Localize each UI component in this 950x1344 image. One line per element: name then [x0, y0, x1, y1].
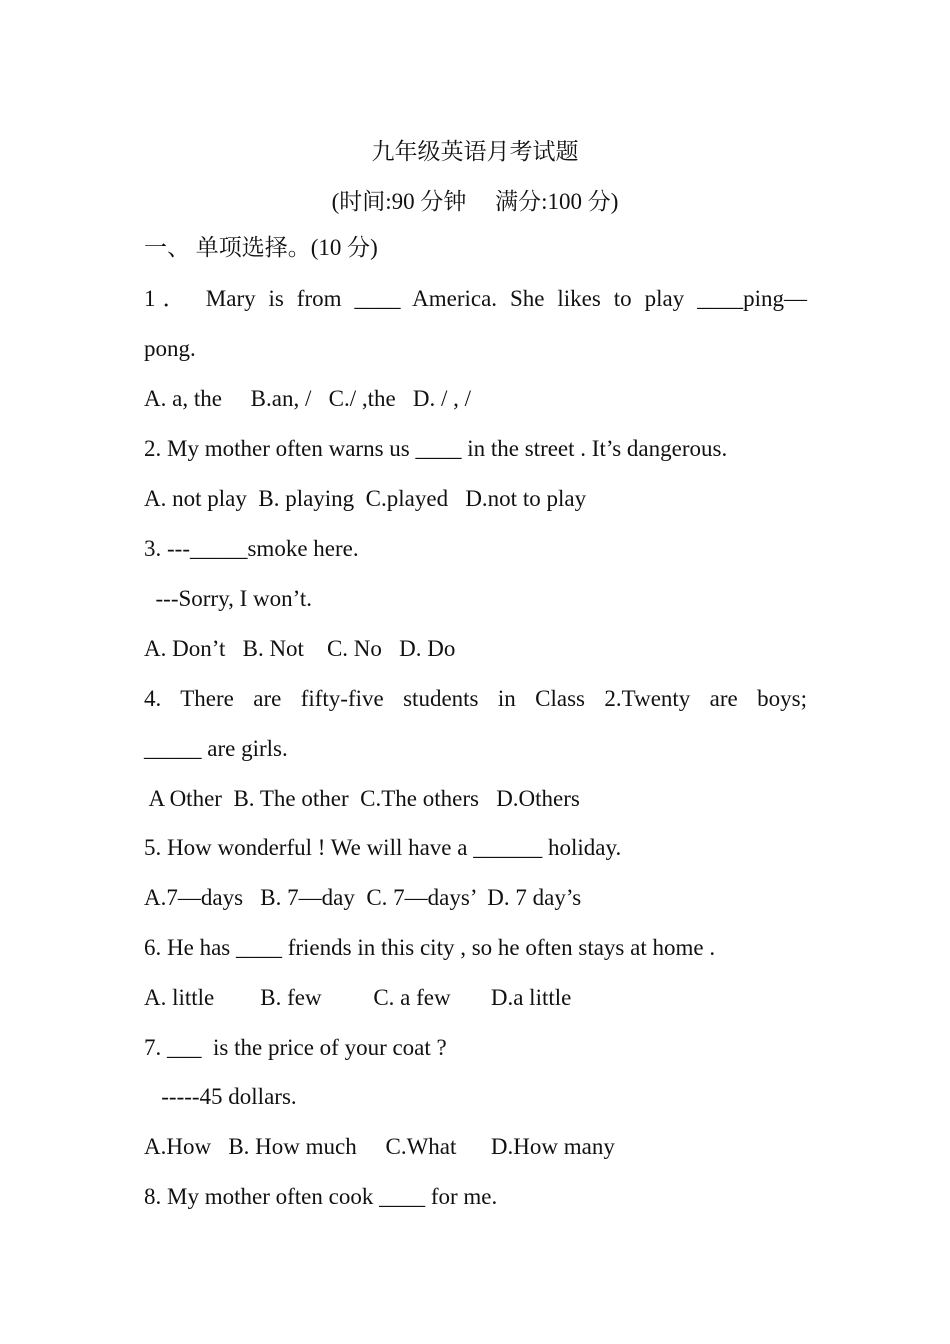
options-line: A. little B. few C. a few D.a little: [144, 985, 572, 1010]
dialogue-line: ---Sorry, I won’t.: [144, 586, 312, 611]
options-line: A.7—days B. 7—day C. 7—days’ D. 7 day’s: [144, 885, 582, 910]
question-line: _____ are girls.: [144, 736, 288, 761]
question-line: 4. There are fifty-five students in Class 2.Twenty are boys;: [144, 686, 807, 711]
question-line: 3. ---_____smoke here.: [144, 536, 359, 561]
question-line: pong.: [144, 336, 196, 361]
exam-subtitle: (时间:90 分钟 满分:100 分): [331, 189, 619, 214]
question-line: 6. He has ____ friends in this city , so he often stays at home .: [144, 935, 716, 960]
question-line: 2. My mother often warns us ____ in the street . It’s dangerous.: [144, 436, 728, 461]
options-line: A. not play B. playing C.played D.not to play: [144, 486, 587, 511]
dialogue-line: -----45 dollars.: [144, 1084, 297, 1109]
options-line: A Other B. The other C.The others D.Others: [144, 786, 580, 811]
exam-title: 九年级英语月考试题: [371, 139, 579, 164]
question-line: 1． Mary is from ____ America. She likes to play ____ping—: [144, 286, 807, 311]
options-line: A. Don’t B. Not C. No D. Do: [144, 636, 456, 661]
options-line: A. a, the B.an, / C./ ,the D. / , /: [144, 386, 472, 411]
question-line: 8. My mother often cook ____ for me.: [144, 1184, 498, 1209]
options-line: A.How B. How much C.What D.How many: [144, 1134, 615, 1159]
question-line: 7. ___ is the price of your coat ?: [144, 1035, 447, 1060]
question-line: 5. How wonderful ! We will have a ______ holiday.: [144, 835, 622, 860]
section-heading: 一、 单项选择。(10 分): [144, 235, 378, 260]
